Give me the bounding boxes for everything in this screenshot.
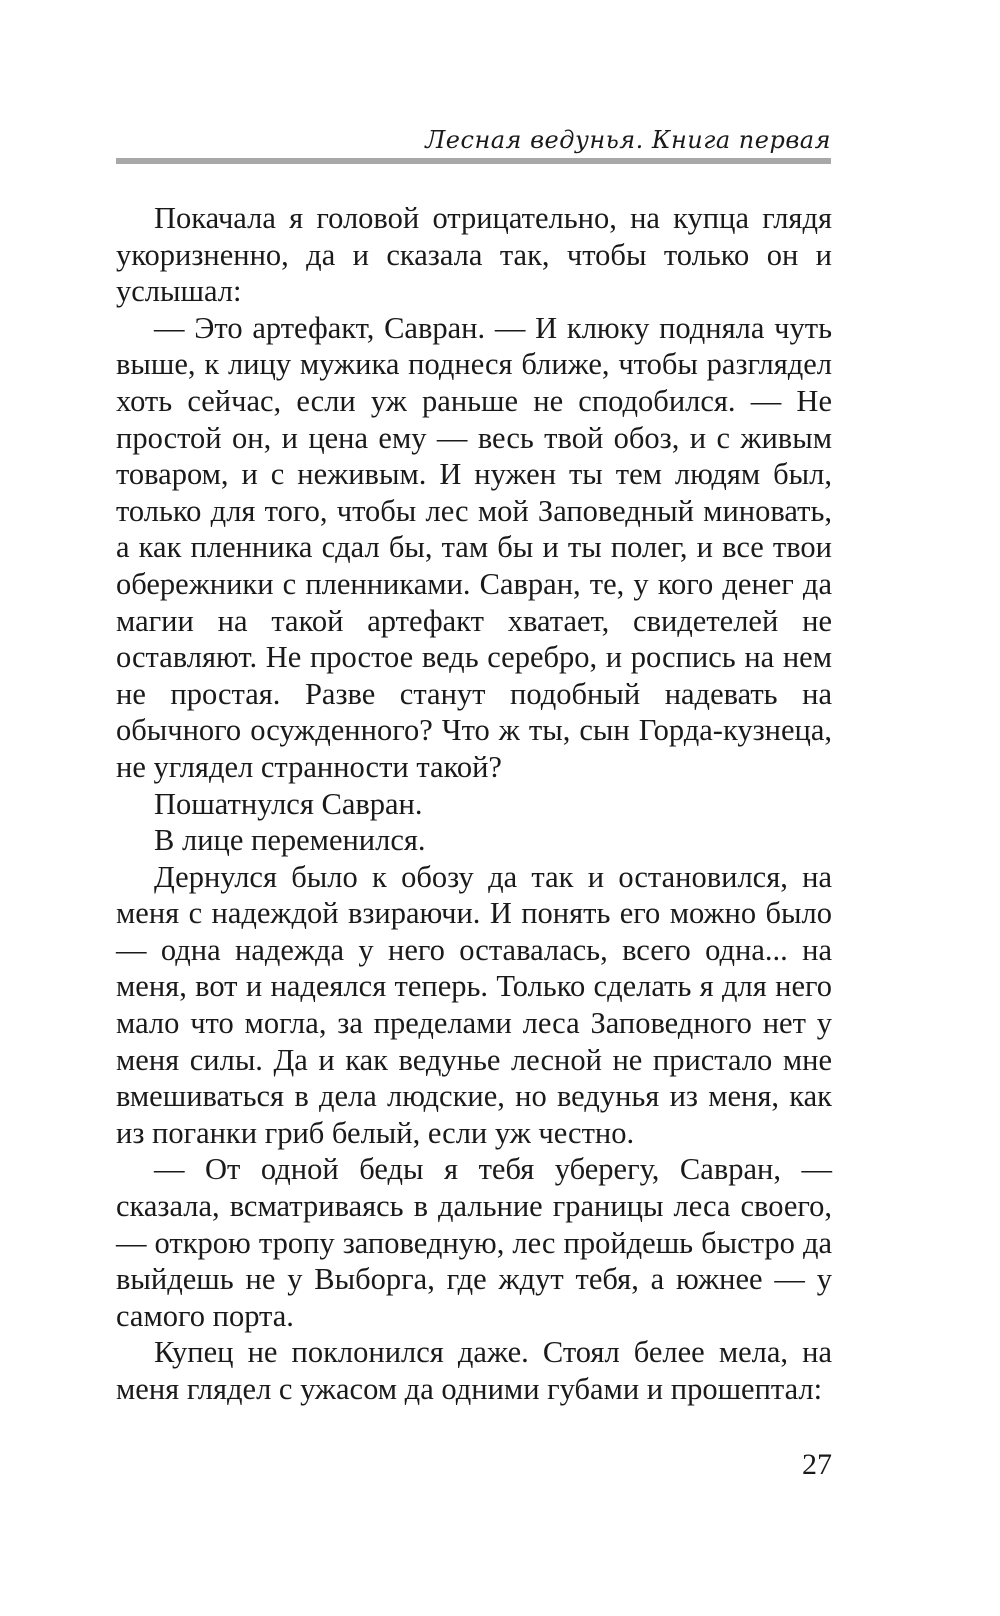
- paragraph: — Это артефакт, Савран. — И клюку подняла чуть выше, к лицу мужика поднеся ближе, чтобы разглядел хоть сейчас, если уж раньше не сподобился. — Не простой он, и цена ему — весь твой обоз, и с живым товаром, и с неживым. И нужен ты тем людям был, только для того, чтобы лес мой Заповедный миновать, а как пленника сдал бы, там бы и ты полег, и все твои обережники с пленниками. Савран, те, у кого денег да магии на такой артефакт хватает, свидетелей не оставляют. Не простое ведь серебро, и роспись на нем не простая. Разве станут подобный надевать на обычного осужденного? Что ж ты, сын Горда-кузнеца, не углядел странности такой?: [116, 310, 832, 784]
- page-number: 27: [802, 1448, 832, 1481]
- paragraph: — От одной беды я тебя уберегу, Савран, — сказала, всматриваясь в дальние границы леса своего, — открою тропу заповедную, лес пройдешь быстро да выйдешь не у Выборга, где ждут тебя, а южнее — у самого порта.: [116, 1152, 832, 1333]
- paragraph: Покачала я головой отрицательно, на купца глядя укоризненно, да и сказала так, чтобы только он и услышал:: [116, 201, 832, 309]
- header-rule: [116, 158, 831, 164]
- page-body: [116, 200, 832, 1408]
- paragraph: Купец не поклонился даже. Стоял белее мела, на меня глядел с ужасом да одними губами и прошептал:: [116, 1335, 832, 1406]
- paragraph: Дернулся было к обозу да так и остановился, на меня с надеждой взираючи. И понять его можно было — одна надежда у него оставалась, всего одна... на меня, вот и надеялся теперь. Только сделать я для него мало что могла, за пределами леса Заповедного нет у меня силы. Да и как ведунье лесной не пристало мне вмешиваться в дела людские, но ведунья из меня, как из поганки гриб белый, если уж честно.: [116, 859, 832, 1150]
- paragraph: В лице переменился.: [154, 823, 426, 858]
- paragraph: Пошатнулся Савран.: [154, 786, 423, 821]
- running-title: Лесная ведунья. Книга первая: [425, 126, 831, 154]
